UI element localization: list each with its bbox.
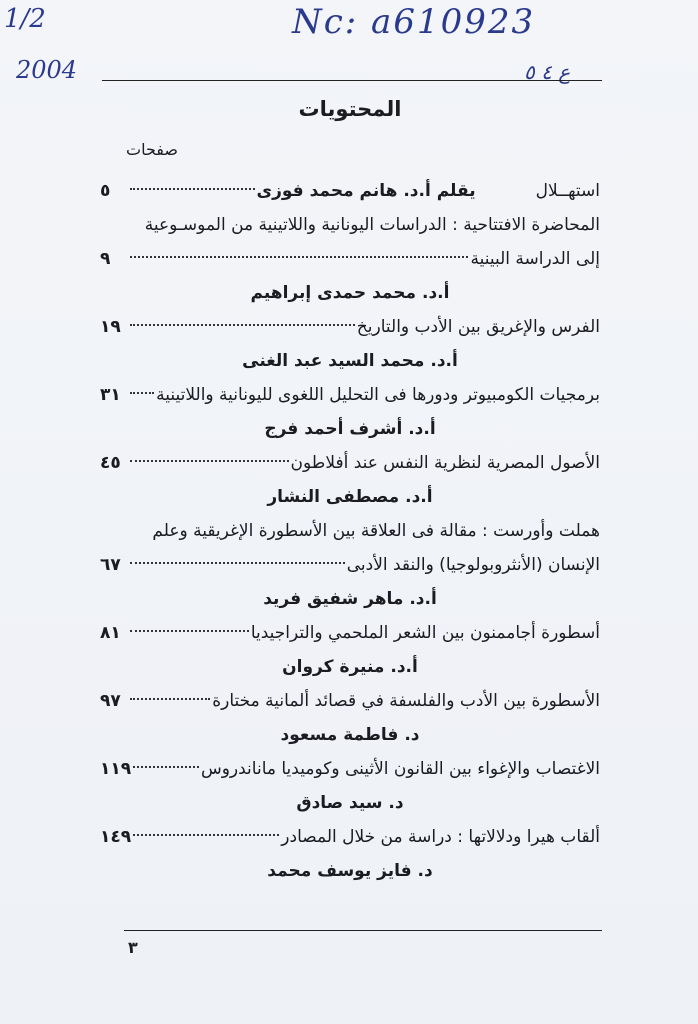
entry-text: الأسطورة بين الأدب والفلسفة في قصائد ألمانية مختارة	[212, 691, 600, 711]
toc-author: د. فايز يوسف محمد	[267, 861, 433, 881]
page-number-cell: ٤٥	[100, 453, 121, 473]
toc-entry-line1: هملت وأورست : مقالة فى العلاقة بين الأسطورة الإغريقية وعلم	[152, 521, 600, 541]
toc-entry-lecture-line2	[100, 242, 600, 276]
handwritten-serial-number: Nc: a610923	[292, 2, 536, 42]
dot-leader	[130, 698, 210, 700]
dot-leader	[130, 256, 468, 258]
handwritten-code: ع ٤ ٥	[524, 60, 571, 84]
entry-text: ألقاب هيرا ودلالاتها : دراسة من خلال المصادر	[281, 827, 600, 847]
footer-rule	[124, 930, 602, 931]
intro-label: استهــلال	[535, 181, 600, 201]
entry-text: أسطورة أجاممنون بين الشعر الملحمي والتراجيديا	[250, 623, 600, 643]
page-number-cell: ١١٩	[100, 759, 132, 779]
dot-leader	[130, 630, 249, 632]
dot-leader	[133, 766, 199, 768]
toc-entry	[100, 548, 600, 582]
page-number-cell: ٨١	[100, 623, 121, 643]
dot-leader	[130, 392, 154, 394]
entry-text: إلى الدراسة البينية	[470, 249, 600, 269]
toc-entry	[100, 820, 600, 854]
dot-leader	[130, 460, 289, 462]
toc-entry	[100, 446, 600, 480]
table-of-contents	[100, 94, 600, 881]
dot-leader	[130, 562, 345, 564]
page-number-cell: ٥	[100, 181, 111, 201]
entry-text: الاغتصاب والإغواء بين القانون الأثينى وكوميديا ماناندروس	[200, 759, 600, 779]
page-number-cell: ١٤٩	[100, 827, 132, 847]
toc-entry-introduction	[100, 174, 600, 208]
dot-leader	[130, 324, 355, 326]
handwritten-fraction: 1/2	[4, 4, 46, 34]
toc-entry	[100, 310, 600, 344]
toc-author: د. فاطمة مسعود	[280, 725, 420, 745]
toc-entry	[100, 378, 600, 412]
toc-author: أ.د. منيرة كروان	[282, 657, 418, 677]
toc-author: أ.د. مصطفى النشار	[267, 487, 433, 507]
toc-entry-lecture-line1: المحاضرة الافتتاحية : الدراسات اليونانية واللاتينية من الموسـوعية	[144, 215, 600, 235]
toc-author: أ.د. ماهر شفيق فريد	[263, 589, 437, 609]
page-number-cell: ١٩	[100, 317, 121, 337]
toc-rows	[100, 174, 600, 888]
handwritten-year: 2004	[16, 56, 78, 84]
toc-entry	[100, 752, 600, 786]
toc-entry	[100, 616, 600, 650]
toc-entry	[100, 684, 600, 718]
entry-text: الإنسان (الأنثروبولوجيا) والنقد الأدبى	[346, 555, 600, 575]
dot-leader	[130, 188, 255, 190]
intro-author: يقلم أ.د. هانم محمد فوزى	[256, 181, 476, 201]
toc-author: أ.د. محمد حمدى إبراهيم	[250, 283, 450, 303]
page-column-label: صفحات	[126, 140, 178, 159]
dot-leader	[133, 834, 279, 836]
entry-text: الفرس والإغريق بين الأدب والتاريخ	[356, 317, 600, 337]
entry-text: الأصول المصرية لنظرية النفس عند أفلاطون	[290, 453, 600, 473]
page-number-cell: ٩	[100, 249, 111, 269]
toc-author: أ.د. أشرف أحمد فرج	[264, 419, 436, 439]
page-number: ٣	[128, 938, 138, 957]
entry-text: برمجيات الكومبيوتر ودورها فى التحليل اللغوى لليونانية واللاتينية	[156, 385, 600, 405]
toc-author: د. سيد صادق	[296, 793, 404, 813]
page-number-cell: ٩٧	[100, 691, 121, 711]
page-number-cell: ٦٧	[100, 555, 121, 575]
toc-author: أ.د. محمد السيد عبد الغنى	[242, 351, 458, 371]
header-rule	[102, 80, 602, 81]
toc-title: المحتويات	[298, 97, 402, 121]
page-number-cell: ٣١	[100, 385, 121, 405]
